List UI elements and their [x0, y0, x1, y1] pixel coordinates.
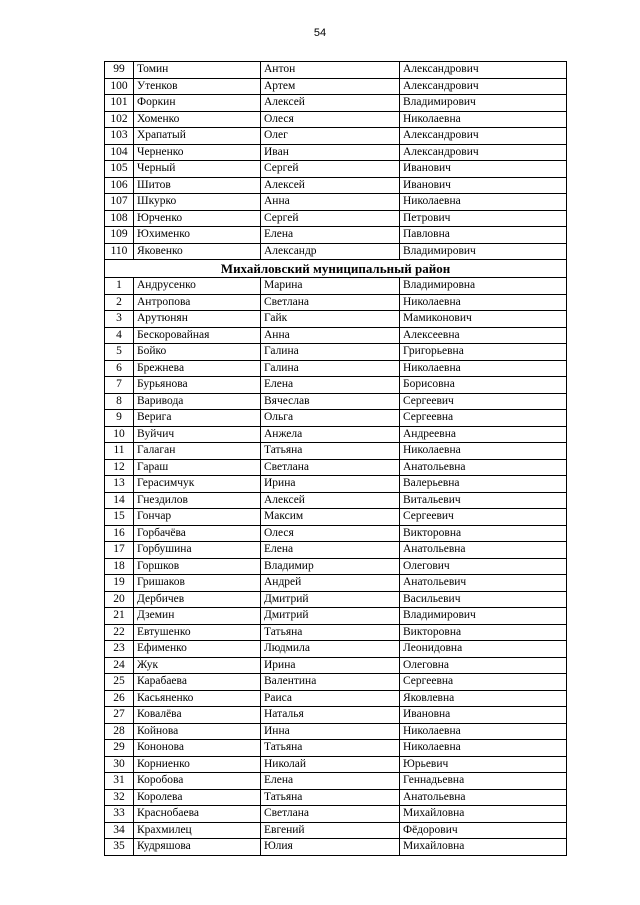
table-row [105, 690, 567, 707]
last-name: Корниенко [134, 756, 261, 773]
last-name: Горбушина [134, 542, 261, 559]
last-name: Верига [134, 410, 261, 427]
last-name: Крахмилец [134, 822, 261, 839]
first-name: Анжела [261, 426, 400, 443]
last-name: Горшков [134, 558, 261, 575]
patronymic: Юрьевич [400, 756, 567, 773]
last-name: Андрусенко [134, 278, 261, 295]
first-name: Антон [261, 62, 400, 79]
row-number: 15 [105, 509, 134, 526]
row-number: 11 [105, 443, 134, 460]
last-name: Бурьянова [134, 377, 261, 394]
row-number: 29 [105, 740, 134, 757]
roster-rows-mikhailovsky-district [105, 278, 567, 856]
first-name: Иван [261, 144, 400, 161]
first-name: Олеся [261, 525, 400, 542]
first-name: Дмитрий [261, 591, 400, 608]
table-row [105, 426, 567, 443]
patronymic: Николаевна [400, 194, 567, 211]
row-number: 102 [105, 111, 134, 128]
last-name: Ковалёва [134, 707, 261, 724]
row-number: 107 [105, 194, 134, 211]
last-name: Дземин [134, 608, 261, 625]
patronymic: Сергеевич [400, 393, 567, 410]
row-number: 100 [105, 78, 134, 95]
first-name: Светлана [261, 294, 400, 311]
row-number: 4 [105, 327, 134, 344]
first-name: Ольга [261, 410, 400, 427]
first-name: Елена [261, 377, 400, 394]
last-name: Гришаков [134, 575, 261, 592]
last-name: Герасимчук [134, 476, 261, 493]
table-row [105, 723, 567, 740]
patronymic: Николаевна [400, 360, 567, 377]
first-name: Светлана [261, 459, 400, 476]
patronymic: Леонидовна [400, 641, 567, 658]
first-name: Ирина [261, 657, 400, 674]
patronymic: Петрович [400, 210, 567, 227]
patronymic: Ивановна [400, 707, 567, 724]
first-name: Анна [261, 327, 400, 344]
row-number: 3 [105, 311, 134, 328]
table-row [105, 393, 567, 410]
patronymic: Сергеевна [400, 410, 567, 427]
first-name: Олеся [261, 111, 400, 128]
row-number: 25 [105, 674, 134, 691]
table-row [105, 443, 567, 460]
roster-rows-previous-district [105, 62, 567, 260]
row-number: 1 [105, 278, 134, 295]
row-number: 108 [105, 210, 134, 227]
section-header-row [105, 260, 567, 278]
row-number: 17 [105, 542, 134, 559]
first-name: Дмитрий [261, 608, 400, 625]
patronymic: Владимирович [400, 243, 567, 260]
table-row [105, 608, 567, 625]
first-name: Галина [261, 344, 400, 361]
table-row [105, 327, 567, 344]
last-name: Арутюнян [134, 311, 261, 328]
table-row [105, 128, 567, 145]
row-number: 31 [105, 773, 134, 790]
table-row [105, 509, 567, 526]
last-name: Брежнева [134, 360, 261, 377]
patronymic: Олеговна [400, 657, 567, 674]
table-row [105, 740, 567, 757]
table-row [105, 641, 567, 658]
row-number: 6 [105, 360, 134, 377]
last-name: Жук [134, 657, 261, 674]
row-number: 28 [105, 723, 134, 740]
row-number: 27 [105, 707, 134, 724]
row-number: 104 [105, 144, 134, 161]
last-name: Ефименко [134, 641, 261, 658]
last-name: Королева [134, 789, 261, 806]
first-name: Николай [261, 756, 400, 773]
row-number: 20 [105, 591, 134, 608]
first-name: Елена [261, 773, 400, 790]
first-name: Владимир [261, 558, 400, 575]
last-name: Форкин [134, 95, 261, 112]
row-number: 23 [105, 641, 134, 658]
first-name: Сергей [261, 161, 400, 178]
patronymic: Николаевна [400, 294, 567, 311]
roster-table [104, 61, 567, 856]
first-name: Ирина [261, 476, 400, 493]
row-number: 30 [105, 756, 134, 773]
table-row [105, 78, 567, 95]
patronymic: Викторовна [400, 624, 567, 641]
patronymic: Николаевна [400, 443, 567, 460]
row-number: 16 [105, 525, 134, 542]
table-row [105, 410, 567, 427]
table-row [105, 476, 567, 493]
row-number: 110 [105, 243, 134, 260]
patronymic: Иванович [400, 177, 567, 194]
patronymic: Николаевна [400, 723, 567, 740]
row-number: 21 [105, 608, 134, 625]
table-row [105, 756, 567, 773]
table-row [105, 311, 567, 328]
row-number: 34 [105, 822, 134, 839]
table-row [105, 194, 567, 211]
patronymic: Иванович [400, 161, 567, 178]
first-name: Татьяна [261, 443, 400, 460]
row-number: 13 [105, 476, 134, 493]
table-row [105, 459, 567, 476]
first-name: Максим [261, 509, 400, 526]
patronymic: Владимировна [400, 278, 567, 295]
row-number: 10 [105, 426, 134, 443]
first-name: Раиса [261, 690, 400, 707]
first-name: Алексей [261, 177, 400, 194]
first-name: Анна [261, 194, 400, 211]
patronymic: Сергеевна [400, 674, 567, 691]
row-number: 99 [105, 62, 134, 79]
patronymic: Андреевна [400, 426, 567, 443]
first-name: Галина [261, 360, 400, 377]
table-row [105, 243, 567, 260]
first-name: Людмила [261, 641, 400, 658]
row-number: 22 [105, 624, 134, 641]
row-number: 2 [105, 294, 134, 311]
table-row [105, 575, 567, 592]
patronymic: Николаевна [400, 111, 567, 128]
patronymic: Анатольевна [400, 789, 567, 806]
row-number: 8 [105, 393, 134, 410]
table-row [105, 839, 567, 856]
table-row [105, 822, 567, 839]
table-row [105, 542, 567, 559]
last-name: Койнова [134, 723, 261, 740]
patronymic: Михайловна [400, 806, 567, 823]
row-number: 33 [105, 806, 134, 823]
patronymic: Григорьевна [400, 344, 567, 361]
first-name: Алексей [261, 492, 400, 509]
patronymic: Викторовна [400, 525, 567, 542]
table-row [105, 95, 567, 112]
first-name: Александр [261, 243, 400, 260]
last-name: Черненко [134, 144, 261, 161]
last-name: Варивода [134, 393, 261, 410]
last-name: Коробова [134, 773, 261, 790]
table-row [105, 806, 567, 823]
last-name: Евтушенко [134, 624, 261, 641]
row-number: 18 [105, 558, 134, 575]
patronymic: Михайловна [400, 839, 567, 856]
patronymic: Мамиконович [400, 311, 567, 328]
table-row [105, 525, 567, 542]
first-name: Елена [261, 227, 400, 244]
last-name: Шитов [134, 177, 261, 194]
patronymic: Александрович [400, 78, 567, 95]
row-number: 101 [105, 95, 134, 112]
first-name: Светлана [261, 806, 400, 823]
table-row [105, 144, 567, 161]
first-name: Татьяна [261, 624, 400, 641]
table-row [105, 344, 567, 361]
first-name: Евгений [261, 822, 400, 839]
row-number: 35 [105, 839, 134, 856]
table-row [105, 789, 567, 806]
first-name: Марина [261, 278, 400, 295]
last-name: Вуйчич [134, 426, 261, 443]
section-title: Михайловский муниципальный район [105, 260, 567, 278]
last-name: Горбачёва [134, 525, 261, 542]
patronymic: Анатольевич [400, 575, 567, 592]
patronymic: Александрович [400, 62, 567, 79]
last-name: Галаган [134, 443, 261, 460]
patronymic: Павловна [400, 227, 567, 244]
first-name: Олег [261, 128, 400, 145]
row-number: 5 [105, 344, 134, 361]
patronymic: Владимирович [400, 608, 567, 625]
patronymic: Сергеевич [400, 509, 567, 526]
first-name: Елена [261, 542, 400, 559]
row-number: 105 [105, 161, 134, 178]
patronymic: Анатольевна [400, 542, 567, 559]
table-row [105, 624, 567, 641]
last-name: Карабаева [134, 674, 261, 691]
patronymic: Фёдорович [400, 822, 567, 839]
row-number: 109 [105, 227, 134, 244]
last-name: Яковенко [134, 243, 261, 260]
patronymic: Витальевич [400, 492, 567, 509]
patronymic: Валерьевна [400, 476, 567, 493]
patronymic: Борисовна [400, 377, 567, 394]
last-name: Юхименко [134, 227, 261, 244]
last-name: Антропова [134, 294, 261, 311]
patronymic: Владимирович [400, 95, 567, 112]
patronymic: Васильевич [400, 591, 567, 608]
first-name: Сергей [261, 210, 400, 227]
last-name: Юрченко [134, 210, 261, 227]
row-number: 14 [105, 492, 134, 509]
first-name: Татьяна [261, 789, 400, 806]
row-number: 24 [105, 657, 134, 674]
row-number: 9 [105, 410, 134, 427]
last-name: Томин [134, 62, 261, 79]
row-number: 32 [105, 789, 134, 806]
first-name: Инна [261, 723, 400, 740]
last-name: Гнездилов [134, 492, 261, 509]
table-row [105, 377, 567, 394]
last-name: Хоменко [134, 111, 261, 128]
patronymic: Яковлевна [400, 690, 567, 707]
last-name: Касьяненко [134, 690, 261, 707]
table-row [105, 278, 567, 295]
table-row [105, 657, 567, 674]
patronymic: Анатольевна [400, 459, 567, 476]
patronymic: Александрович [400, 144, 567, 161]
table-row [105, 492, 567, 509]
table-row [105, 360, 567, 377]
first-name: Гайк [261, 311, 400, 328]
row-number: 7 [105, 377, 134, 394]
last-name: Кононова [134, 740, 261, 757]
first-name: Алексей [261, 95, 400, 112]
patronymic: Александрович [400, 128, 567, 145]
last-name: Утенков [134, 78, 261, 95]
last-name: Черный [134, 161, 261, 178]
table-row [105, 227, 567, 244]
last-name: Храпатый [134, 128, 261, 145]
table-row [105, 111, 567, 128]
row-number: 26 [105, 690, 134, 707]
table-row [105, 707, 567, 724]
first-name: Андрей [261, 575, 400, 592]
last-name: Бескоровайная [134, 327, 261, 344]
last-name: Гараш [134, 459, 261, 476]
table-row [105, 558, 567, 575]
table-row [105, 62, 567, 79]
first-name: Артем [261, 78, 400, 95]
table-row [105, 161, 567, 178]
last-name: Кудряшова [134, 839, 261, 856]
row-number: 19 [105, 575, 134, 592]
first-name: Наталья [261, 707, 400, 724]
table-row [105, 294, 567, 311]
table-row [105, 773, 567, 790]
table-row [105, 674, 567, 691]
patronymic: Геннадьевна [400, 773, 567, 790]
district-section [105, 260, 567, 278]
first-name: Юлия [261, 839, 400, 856]
patronymic: Алексеевна [400, 327, 567, 344]
patronymic: Николаевна [400, 740, 567, 757]
last-name: Краснобаева [134, 806, 261, 823]
last-name: Дербичев [134, 591, 261, 608]
row-number: 12 [105, 459, 134, 476]
table-row [105, 177, 567, 194]
first-name: Татьяна [261, 740, 400, 757]
last-name: Шкурко [134, 194, 261, 211]
page-number: 54 [313, 27, 327, 39]
last-name: Бойко [134, 344, 261, 361]
first-name: Валентина [261, 674, 400, 691]
first-name: Вячеслав [261, 393, 400, 410]
row-number: 103 [105, 128, 134, 145]
last-name: Гончар [134, 509, 261, 526]
table-row [105, 210, 567, 227]
patronymic: Олегович [400, 558, 567, 575]
row-number: 106 [105, 177, 134, 194]
table-row [105, 591, 567, 608]
